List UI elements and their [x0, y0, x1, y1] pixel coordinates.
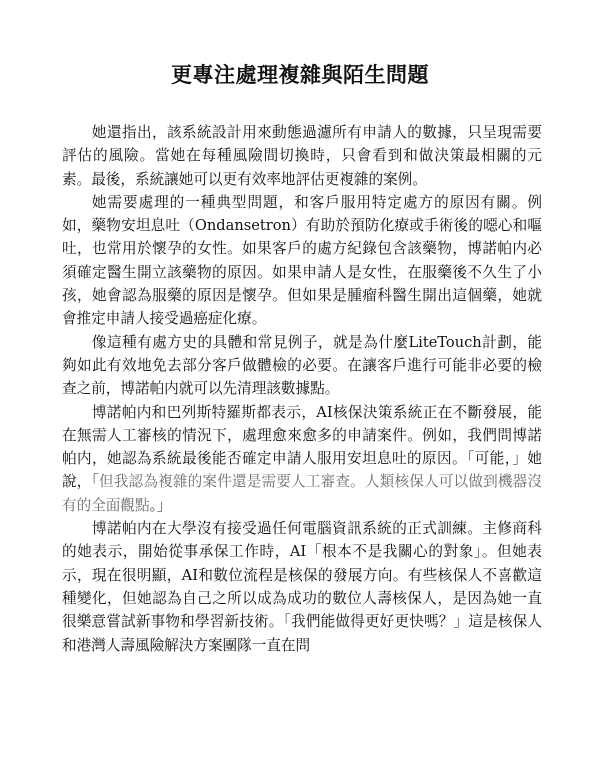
paragraph-text: 博諾帕内和巴列斯特羅斯都表示，AI核保決策系統正在不斷發展，能在無需人工審核的情況下，處理愈來愈多的申請案件。例如，我們問博諾帕内，她認為系統最後能否確定申請人服用安坦息吐的原因。「可能，」她說，「	[62, 403, 542, 491]
paragraph: 她需要處理的一種典型問題，和客戶服用特定處方的原因有關。例如，藥物安坦息吐（Ondansetron）有助於預防化療或手術後的噁心和嘔吐，也常用於懷孕的女性。如果客戶的處方紀錄包含該藥物，博諾帕内必須確定醫生開立該藥物的原因。如果申請人是女性，在服藥後不久生了小孩，她會認為服藥的原因是懷孕。但如果是腫瘤科醫生開出這個藥，她就會推定申請人接受過癌症化療。	[62, 193, 542, 328]
paragraph: 像這種有處方史的具體和常見例子，就是為什麼LiteTouch計劃，能夠如此有效地免去部分客戶做體檢的必要。在讓客戶進行可能非必要的檢查之前，博諾帕内就可以先清理該數據點。	[62, 333, 542, 398]
paragraph: 博諾帕内在大學沒有接受過任何電腦資訊系統的正式訓練。主修商科的她表示，開始從事承保工作時，AI「根本不是我關心的對象」。但她表示，現在很明顯，AI和數位流程是核保的發展方向。有些核保人不喜歡這種變化，但她認為自己之所以成為成功的數位人壽核保人，是因為她一直很樂意嘗試新事物和學習新技術。「我們能做得更好更快嗎？」這是核保人和港灣人壽風險解決方案團隊一直在問	[62, 520, 542, 654]
article-title: 更專注處理複雜與陌生問題	[171, 63, 429, 87]
paragraph	[62, 401, 542, 517]
article-body	[62, 121, 542, 657]
quote-text: 但我認為複雜的案件還是需要人工審查。人類核保人可以做到機器沒有的全面觀點	[62, 473, 542, 514]
paragraph: 她還指出，該系統設計用來動態過濾所有申請人的數據，只呈現需要評估的風險。當她在每種風險間切換時，只會看到和做決策最相關的元素。最後，系統讓她可以更有效率地評估更複雜的案例。	[62, 124, 542, 188]
quote-closing: 。」	[149, 496, 172, 514]
